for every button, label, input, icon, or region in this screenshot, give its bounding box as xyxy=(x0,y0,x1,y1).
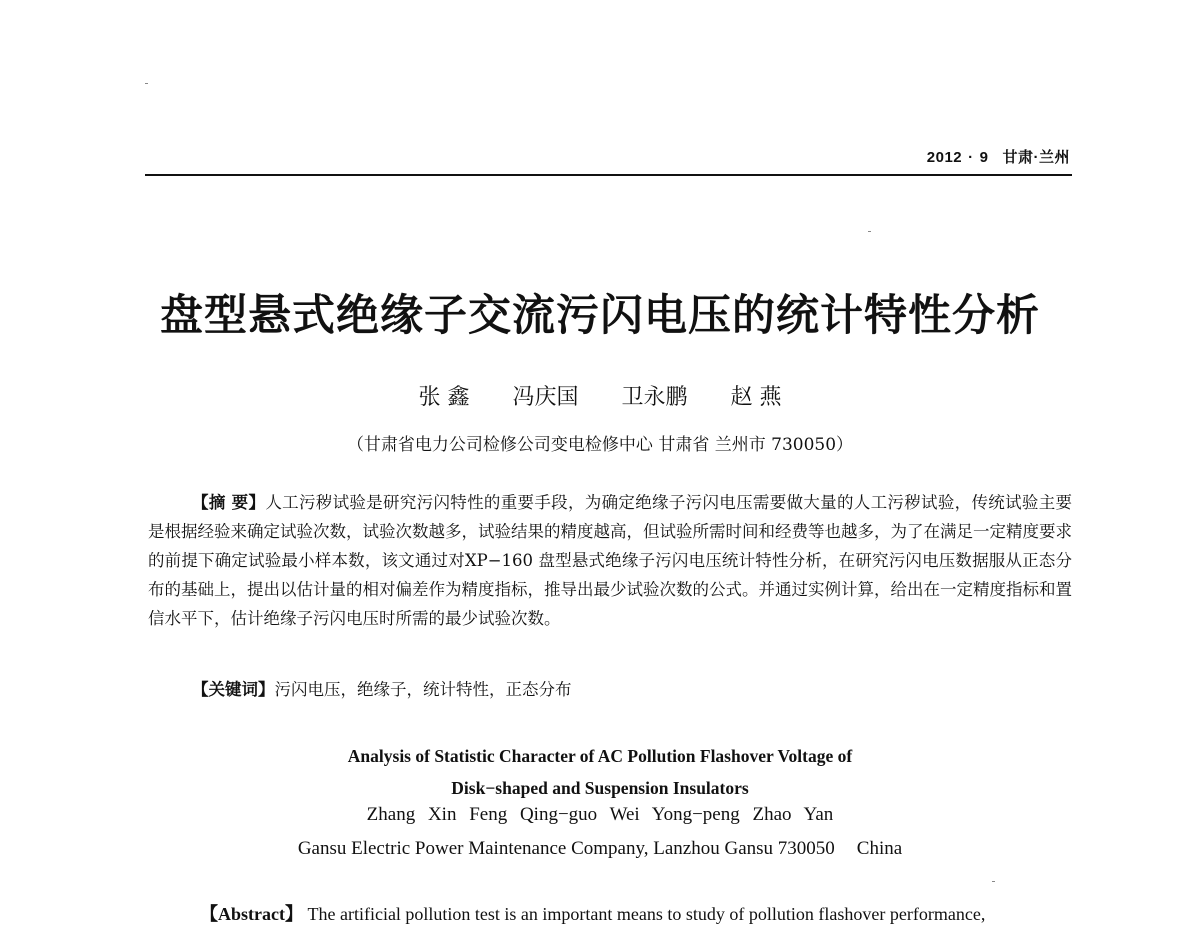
english-affiliation-text: Gansu Electric Power Maintenance Company, Lanzhou Gansu 730050 xyxy=(297,838,835,859)
issue-location: 甘肃·兰州 xyxy=(1002,149,1070,166)
english-country: China xyxy=(856,838,903,859)
abstract-text: 人工污秽试验是研究污闪特性的重要手段，为确定绝缘子污闪电压需要做大量的人工污秽试验，传统试验主要是根据经验来确定试验次数，试验次数越多，试验结果的精度越高，但试验所需时间和经费等也越多，为了在满足一定精度要求的前提下确定试验最小样本数，该文通过对XP−160 盘型悬式绝缘子污闪电压统计特性分析，在研究污闪电压数据服从正态分布的基础上，提出以估计量的相对偏差作为精度指标，推导出最少试验次数的公式。并通过实例计算，给出在一定精度指标和置信水平下，估计绝缘子污闪电压时所需的最少试验次数。 xyxy=(148,493,1072,628)
english-authors: Zhang Xin Feng Qing−guo Wei Yong−peng Zhao Yan xyxy=(366,804,834,825)
author-name: 卫永鹏 xyxy=(621,385,688,410)
author-name: 冯庆国 xyxy=(512,385,579,410)
english-title-line: Analysis of Statistic Character of AC Pollution Flashover Voltage of xyxy=(347,746,853,766)
author-name: 赵 燕 xyxy=(730,385,782,410)
chinese-affiliation: （甘肃省电力公司检修公司变电检修中心 甘肃省 兰州市 730050） xyxy=(346,435,854,455)
header-rule xyxy=(145,174,1072,176)
chinese-authors xyxy=(0,380,1200,411)
english-title xyxy=(0,740,1200,804)
keywords-text: 污闪电压，绝缘子，统计特性，正态分布 xyxy=(274,680,572,699)
english-title-line: Disk−shaped and Suspension Insulators xyxy=(451,778,749,798)
abstract-label: 【摘 要】 xyxy=(192,493,266,512)
issue-month: 9 xyxy=(979,149,989,166)
issue-year: 2012 xyxy=(926,149,963,166)
english-abstract-label: 【Abstract】 xyxy=(200,904,303,924)
scan-speck xyxy=(992,881,995,882)
english-abstract xyxy=(200,900,1080,926)
english-abstract-text: The artificial pollution test is an important means to study of pollution flashover performance, xyxy=(307,904,986,924)
issue-header xyxy=(927,146,1070,167)
author-name: 张 鑫 xyxy=(418,385,470,410)
chinese-title: 盘型悬式绝缘子交流污闪电压的统计特性分析 xyxy=(160,291,1040,341)
scan-speck xyxy=(868,231,871,232)
header-separator: · xyxy=(968,149,974,166)
english-affiliation xyxy=(0,838,1200,860)
chinese-keywords xyxy=(192,676,572,700)
chinese-abstract xyxy=(148,488,1072,633)
keywords-label: 【关键词】 xyxy=(192,680,275,699)
scan-speck xyxy=(145,83,148,84)
